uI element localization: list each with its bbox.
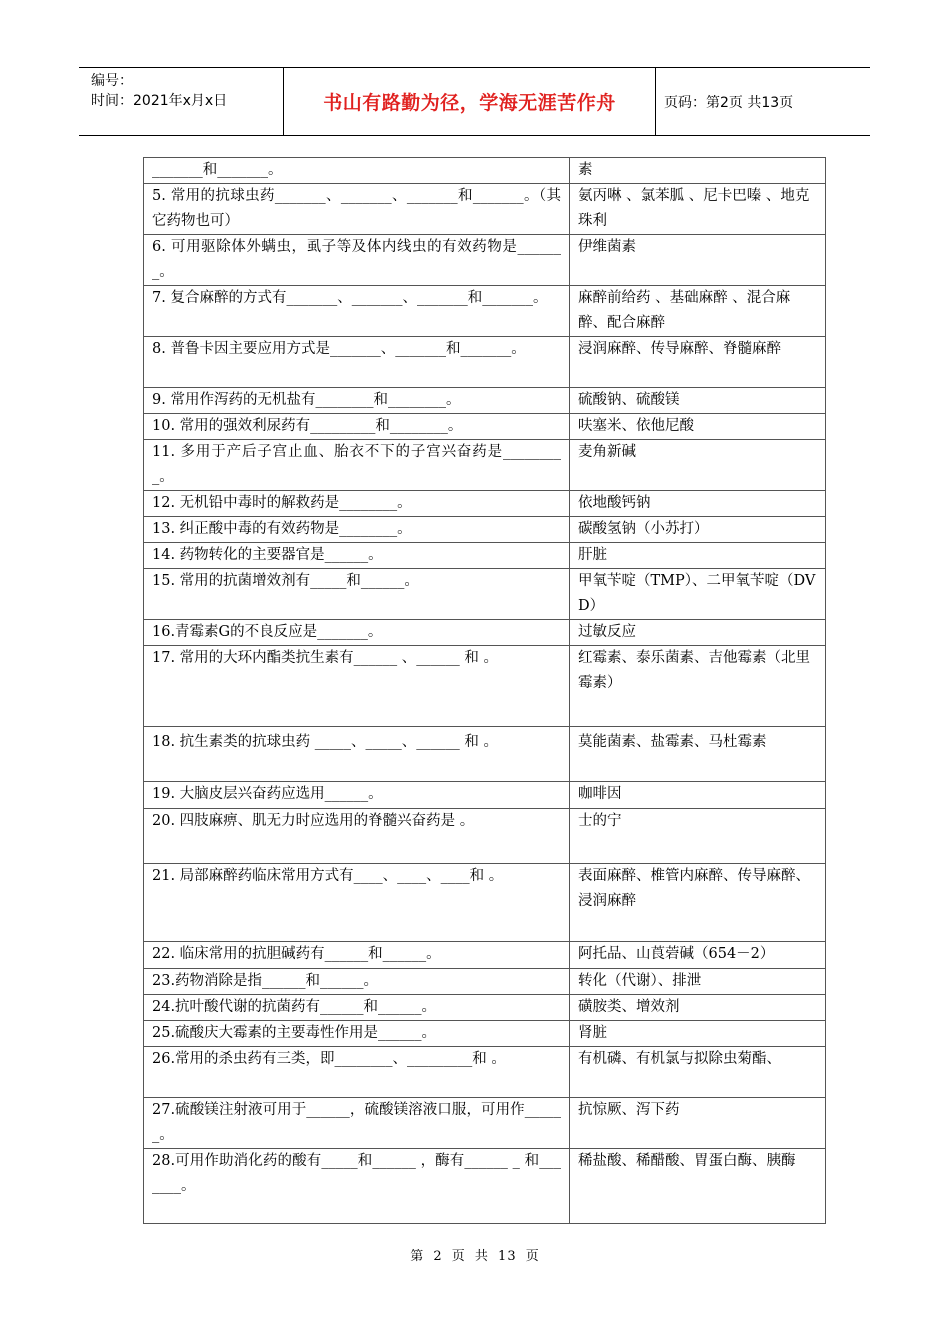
table-row [144,620,826,646]
table-row [144,543,826,569]
question-cell: 28.可用作助消化药的酸有_____和______ ，酶有______ _ 和_______。 [144,1149,570,1224]
answer-cell: 肾脏 [570,1021,826,1047]
table-row [144,1021,826,1047]
answer-cell: 碳酸氢钠（小苏打） [570,517,826,543]
answer-cell: 氨丙啉 、氯苯胍 、尼卡巴嗪 、地克珠利 [570,184,826,235]
question-cell: 20. 四肢麻痹、肌无力时应选用的脊髓兴奋药是 。 [144,809,570,864]
answer-cell: 浸润麻醉、传导麻醉、脊髓麻醉 [570,337,826,388]
page-header [79,67,870,136]
answer-cell: 伊维菌素 [570,235,826,286]
question-cell: 21. 局部麻醉药临床常用方式有____、____、____和 。 [144,864,570,942]
header-number-label: 编号： [91,73,133,89]
question-cell: 27.硫酸镁注射液可用于______，硫酸镁溶液口服，可用作______。 [144,1098,570,1149]
answer-cell: 麻醉前给药 、基础麻醉 、混合麻醉、配合麻醉 [570,286,826,337]
answer-cell: 抗惊厥、泻下药 [570,1098,826,1149]
table-row [144,337,826,388]
question-cell: 5. 常用的抗球虫药_______、_______、_______和_______。（其它药物也可） [144,184,570,235]
answer-cell: 阿托品、山莨菪碱（654－2） [570,942,826,969]
table-row [144,235,826,286]
header-meta [79,68,284,135]
answer-cell: 过敏反应 [570,620,826,646]
answer-cell: 硫酸钠、硫酸镁 [570,388,826,414]
question-cell: 14. 药物转化的主要器官是______。 [144,543,570,569]
question-cell: 22. 临床常用的抗胆碱药有______和______。 [144,942,570,969]
table-row [144,942,826,969]
table-row [144,1047,826,1098]
table-row [144,995,826,1021]
question-cell: 13. 纠正酸中毒的有效药物是________。 [144,517,570,543]
question-cell: 10. 常用的强效利尿药有_________和________。 [144,414,570,440]
answer-cell: 咖啡因 [570,782,826,809]
question-cell: 16.青霉素G的不良反应是_______。 [144,620,570,646]
question-cell: 15. 常用的抗菌增效剂有_____和______。 [144,569,570,620]
question-cell: 12. 无机铅中毒时的解救药是________。 [144,491,570,517]
table-row [144,782,826,809]
table-row [144,809,826,864]
answer-cell: 甲氧苄啶（TMP）、二甲氧苄啶（DVD） [570,569,826,620]
table-row [144,969,826,995]
table-row [144,864,826,942]
table-row [144,184,826,235]
table-row [144,286,826,337]
qa-table [143,157,826,1224]
footer-page-number: 第 2 页 共 13 页 [410,1249,540,1264]
answer-cell: 肝脏 [570,543,826,569]
table-row [144,517,826,543]
table-row [144,388,826,414]
answer-cell: 红霉素、泰乐菌素、吉他霉素（北里霉素） [570,646,826,727]
question-cell: 24.抗叶酸代谢的抗菌药有______和______。 [144,995,570,1021]
question-cell: 7. 复合麻醉的方式有_______、_______、_______和_______。 [144,286,570,337]
answer-cell: 麦角新碱 [570,440,826,491]
header-time-label: 时间：2021年x月x日 [91,93,228,109]
answer-cell: 士的宁 [570,809,826,864]
answer-cell: 依地酸钙钠 [570,491,826,517]
question-cell: _______和_______。 [144,158,570,184]
table-row [144,1098,826,1149]
question-cell: 6. 可用驱除体外螨虫，虱子等及体内线虫的有效药物是_______。 [144,235,570,286]
table-row [144,158,826,184]
answer-cell: 磺胺类、增效剂 [570,995,826,1021]
header-page-info: 页码：第2页 共13页 [664,94,794,111]
question-cell: 19. 大脑皮层兴奋药应选用______。 [144,782,570,809]
page-footer [0,1245,950,1264]
table-row [144,727,826,782]
question-cell: 17. 常用的大环内酯类抗生素有______ 、______ 和 。 [144,646,570,727]
question-cell: 25.硫酸庆大霉素的主要毒性作用是______。 [144,1021,570,1047]
header-motto: 书山有路勤为径，学海无涯苦作舟 [323,92,616,114]
question-cell: 26.常用的杀虫药有三类，即________、_________和 。 [144,1047,570,1098]
answer-cell: 有机磷、有机氯与拟除虫菊酯、 [570,1047,826,1098]
header-motto-cell [284,68,656,135]
table-row [144,646,826,727]
answer-cell: 转化（代谢）、排泄 [570,969,826,995]
table-row [144,1149,826,1224]
question-cell: 18. 抗生素类的抗球虫药 _____、_____、______ 和 。 [144,727,570,782]
answer-cell: 素 [570,158,826,184]
question-cell: 23.药物消除是指______和______。 [144,969,570,995]
answer-cell: 稀盐酸、稀醋酸、胃蛋白酶、胰酶 [570,1149,826,1224]
table-row [144,569,826,620]
table-row [144,440,826,491]
table-row [144,414,826,440]
table-row [144,491,826,517]
answer-cell: 莫能菌素、盐霉素、马杜霉素 [570,727,826,782]
answer-cell: 表面麻醉、椎管内麻醉、传导麻醉、浸润麻醉 [570,864,826,942]
answer-cell: 呋塞米、依他尼酸 [570,414,826,440]
question-cell: 8. 普鲁卡因主要应用方式是_______、_______和_______。 [144,337,570,388]
question-cell: 9. 常用作泻药的无机盐有________和________。 [144,388,570,414]
question-cell: 11. 多用于产后子宫止血、胎衣不下的子宫兴奋药是_________。 [144,440,570,491]
